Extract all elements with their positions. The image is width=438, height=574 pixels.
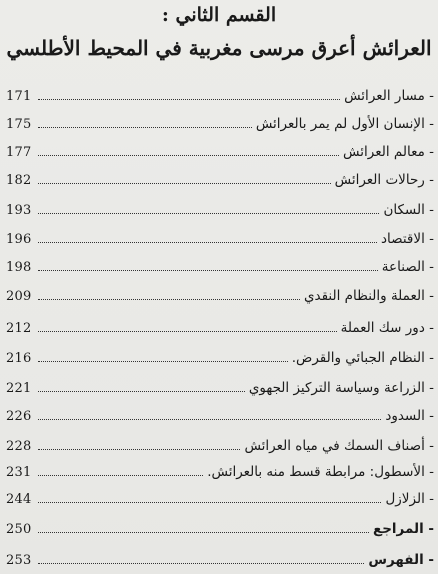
toc-entry [6, 346, 434, 370]
toc-page-number: 244 [6, 491, 32, 507]
dot-leader [38, 213, 379, 214]
toc-page-number: 226 [6, 408, 32, 424]
dot-leader [38, 449, 240, 450]
toc-entry [6, 227, 434, 251]
toc-title: - الصناعة [381, 259, 434, 275]
toc-page-number: 182 [6, 172, 32, 188]
toc-title: - العملة والنظام النقدي [303, 288, 434, 304]
toc-page-number: 216 [6, 350, 32, 366]
dot-leader [38, 155, 339, 156]
toc-page-number: 221 [6, 380, 32, 396]
toc-page-number: 212 [6, 320, 32, 336]
toc-page-number: 198 [6, 259, 32, 275]
toc-title: - المراجع [372, 521, 434, 537]
section-subtitle: العرائش أعرق مرسى مغربية في المحيط الأطلسي [6, 36, 432, 60]
toc-entry [6, 487, 434, 511]
toc-title: - الأسطول: مرابطة قسط منه بالعرائش. [207, 464, 434, 480]
dot-leader [38, 299, 300, 300]
dot-leader [38, 502, 381, 503]
toc-title: - السكان [383, 202, 434, 218]
toc-entry [6, 460, 434, 484]
toc-entry [6, 376, 434, 400]
toc-entry [6, 255, 434, 279]
toc-page-number: 253 [6, 552, 32, 568]
section-title: القسم الثاني : [161, 4, 277, 26]
toc-entry [6, 112, 434, 136]
toc-entry [6, 198, 434, 222]
toc-page-number: 228 [6, 438, 32, 454]
toc-title: - رحالات العرائش [334, 172, 434, 188]
toc-page-number: 193 [6, 202, 32, 218]
toc-entry [6, 517, 434, 541]
toc-page-number: 171 [6, 88, 32, 104]
dot-leader [38, 391, 245, 392]
dot-leader [38, 361, 288, 362]
dot-leader [38, 99, 340, 100]
toc-entry [6, 434, 434, 458]
toc-title: - الاقتصاد [381, 231, 434, 247]
toc-page-number: 196 [6, 231, 32, 247]
toc-title: - السدود [385, 408, 434, 424]
toc-title: - الزلازل [385, 491, 434, 507]
toc-entry [6, 316, 434, 340]
toc-page-number: 175 [6, 116, 32, 132]
toc-title: - الزراعة وسياسة التركيز الجهوي [248, 380, 434, 396]
dot-leader [38, 419, 381, 420]
toc-entry [6, 168, 434, 192]
toc-title: - معالم العرائش [343, 144, 434, 160]
toc-entry [6, 548, 434, 572]
dot-leader [38, 563, 364, 564]
toc-page-number: 177 [6, 144, 32, 160]
dot-leader [38, 532, 369, 533]
toc-page-number: 209 [6, 288, 32, 304]
dot-leader [38, 270, 378, 271]
toc-entry [6, 284, 434, 308]
dot-leader [38, 127, 252, 128]
toc-entry [6, 140, 434, 164]
toc-title: - دور سك العملة [340, 320, 434, 336]
toc-title: - الفهرس [368, 552, 434, 568]
toc-page-number: 250 [6, 521, 32, 537]
toc-title: - الإنسان الأول لم يمر بالعرائش [255, 116, 434, 132]
toc-title: - مسار العرائش [344, 88, 434, 104]
toc-entry [6, 84, 434, 108]
dot-leader [38, 242, 377, 243]
toc-title: - النظام الجبائي والقرض. [291, 350, 434, 366]
dot-leader [38, 183, 331, 184]
dot-leader [38, 475, 203, 476]
toc-entry [6, 404, 434, 428]
dot-leader [38, 331, 337, 332]
toc-title: - أصناف السمك في مياه العرائش [244, 438, 434, 454]
toc-page-number: 231 [6, 464, 32, 480]
